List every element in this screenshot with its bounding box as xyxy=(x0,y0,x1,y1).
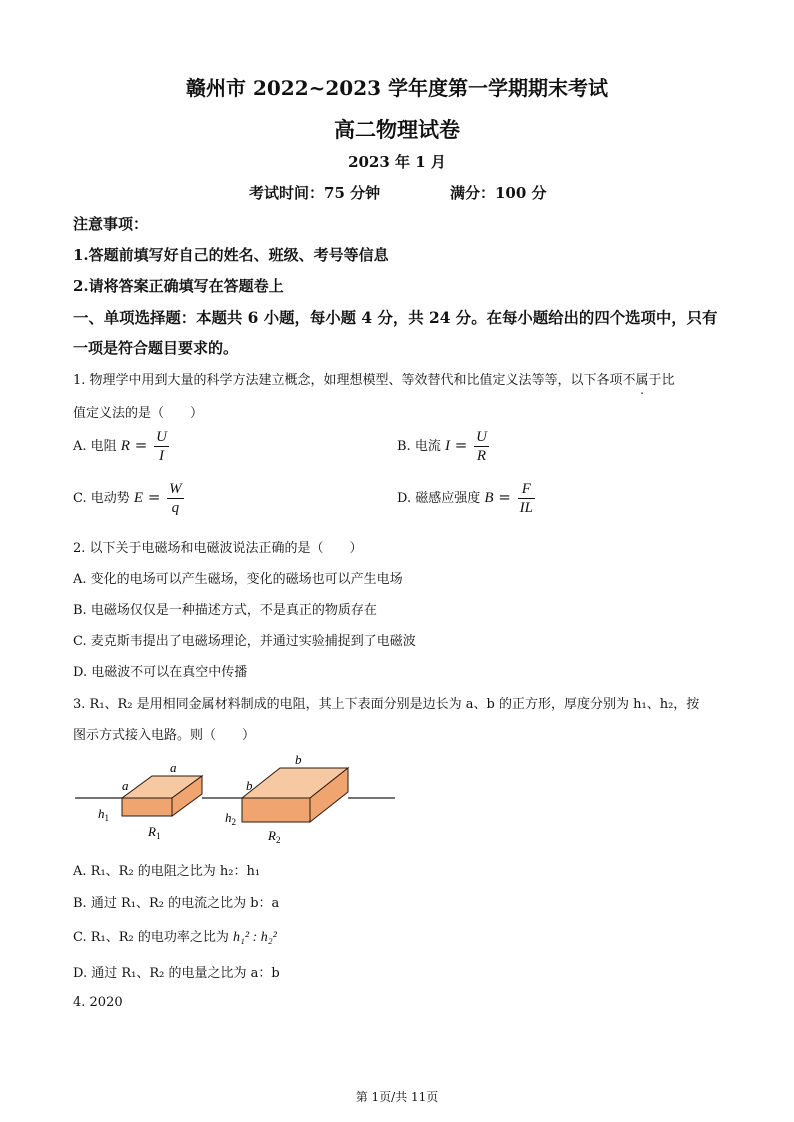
fraction-denominator: IL xyxy=(519,500,533,516)
q1-option-d: D. 磁感应强度 B = $\frac{F}{IL}$ xyxy=(397,481,533,516)
resistor-r1-block xyxy=(122,776,202,816)
q1-option-d-symbol: B xyxy=(484,490,494,506)
q1-option-b-symbol: I xyxy=(444,438,450,454)
q2-option-d: D. 电磁波不可以在真空中传播 xyxy=(73,665,248,680)
q3-option-c-expression: h₁² : h₂² xyxy=(233,930,277,945)
notes-item-1: 1.答题前填写好自己的姓名、班级、考号等信息 xyxy=(73,246,389,264)
resistor-r2-block xyxy=(242,768,348,822)
q3-option-c xyxy=(73,926,277,946)
q1-stem-a: 1. 物理学中用到大量的科学方法建立概念，如理想模型、等效替代和比值定义法等等，以下各项 xyxy=(73,373,623,388)
q1-option-d-prefix: D. 磁感应强度 xyxy=(397,491,485,506)
exam-title: 赣州市 2022~2023 学年度第一学期期末考试 xyxy=(185,76,608,100)
r1-front-face xyxy=(122,798,172,816)
notes-item-2: 2.请将答案正确填写在答题卷上 xyxy=(73,277,284,295)
fraction-numerator: U xyxy=(476,429,487,445)
label-h1: $h_1$ xyxy=(98,806,109,823)
q1-stem-emphasis: 不属于 xyxy=(622,373,662,388)
label-a-top: a xyxy=(170,760,177,775)
fraction-numerator: U xyxy=(156,429,167,445)
q1-stem-line2: 值定义法的是（ ） xyxy=(73,406,204,421)
label-r1: $R_1$ xyxy=(148,824,161,841)
q2-stem: 2. 以下关于电磁场和电磁波说法正确的是（ ） xyxy=(73,541,363,556)
q1-option-a-prefix: A. 电阻 xyxy=(73,439,121,454)
section-heading-line2: 一项是符合题目要求的。 xyxy=(73,339,239,357)
q3-stem-line2: 图示方式接入电路。则（ ） xyxy=(73,728,256,743)
q3-option-d: D. 通过 R₁、R₂ 的电量之比为 a：b xyxy=(73,966,280,981)
q3-stem-line1: 3. R₁、R₂ 是用相同金属材料制成的电阻，其上下表面分别是边长为 a、b 的正方形，厚度分别为 h₁、h₂，按 xyxy=(73,697,700,712)
fraction-numerator: F xyxy=(518,480,535,499)
q3-resistor-figure xyxy=(70,748,410,848)
q2-option-b: B. 电磁场仅仅是一种描述方式，不是真正的物质存在 xyxy=(73,603,377,618)
paper-subtitle: 高二物理试卷 xyxy=(334,117,460,142)
q2-option-c: C. 麦克斯韦提出了电磁场理论，并通过实验捕捉到了电磁波 xyxy=(73,634,416,649)
label-h2: $h_2$ xyxy=(225,810,236,827)
section-heading-line1: 一、单项选择题：本题共 6 小题，每小题 4 分，共 24 分。在每小题给出的四个选项中，只有 xyxy=(73,309,718,327)
q2-option-a: A. 变化的电场可以产生磁场，变化的磁场也可以产生电场 xyxy=(73,572,403,587)
q3-option-b: B. 通过 R₁、R₂ 的电流之比为 b：a xyxy=(73,896,280,911)
q1-option-c-fraction xyxy=(167,480,184,517)
fraction-denominator: I xyxy=(159,448,164,464)
q1-option-a: A. 电阻 R = $\frac{U}{I}$ xyxy=(73,429,167,464)
r2-front-face xyxy=(242,798,310,822)
q1-option-a-fraction xyxy=(154,428,169,465)
q1-option-b-fraction xyxy=(474,428,489,465)
q3-option-a: A. R₁、R₂ 的电阻之比为 h₂：h₁ xyxy=(73,864,261,879)
fraction-denominator: R xyxy=(476,448,487,464)
q1-option-b: B. 电流 I = $\frac{U}{R}$ xyxy=(397,429,487,464)
q4-stem: 4. 2020 xyxy=(73,995,123,1010)
fraction-denominator: q xyxy=(171,500,180,516)
label-a-side: a xyxy=(122,778,129,793)
exam-date: 2023 年 1 月 xyxy=(348,153,446,171)
q3-option-c-prefix: C. R₁、R₂ 的电功率之比为 xyxy=(73,930,234,945)
fraction-numerator: W xyxy=(169,481,182,497)
q1-stem-b: 比 xyxy=(661,373,675,388)
page-footer: 第 1页/共 11页 xyxy=(355,1090,439,1104)
q1-option-a-symbol: R xyxy=(120,438,130,454)
q1-option-b-prefix: B. 电流 xyxy=(397,439,445,454)
label-b-side: b xyxy=(246,778,253,793)
q1-option-c-symbol: E xyxy=(133,490,144,506)
q1-option-c-prefix: C. 电动势 xyxy=(73,491,134,506)
notes-heading: 注意事项： xyxy=(73,215,149,233)
exam-time: 考试时间：75 分钟 xyxy=(249,184,381,202)
full-score: 满分：100 分 xyxy=(450,184,547,202)
q1-option-d-fraction xyxy=(518,480,535,517)
label-r2: $R_2$ xyxy=(268,828,281,845)
q1-option-c: C. 电动势 E = $\frac{W}{q}$ xyxy=(73,481,182,516)
q1-stem-line1 xyxy=(73,369,675,388)
label-b-top: b xyxy=(295,752,302,767)
